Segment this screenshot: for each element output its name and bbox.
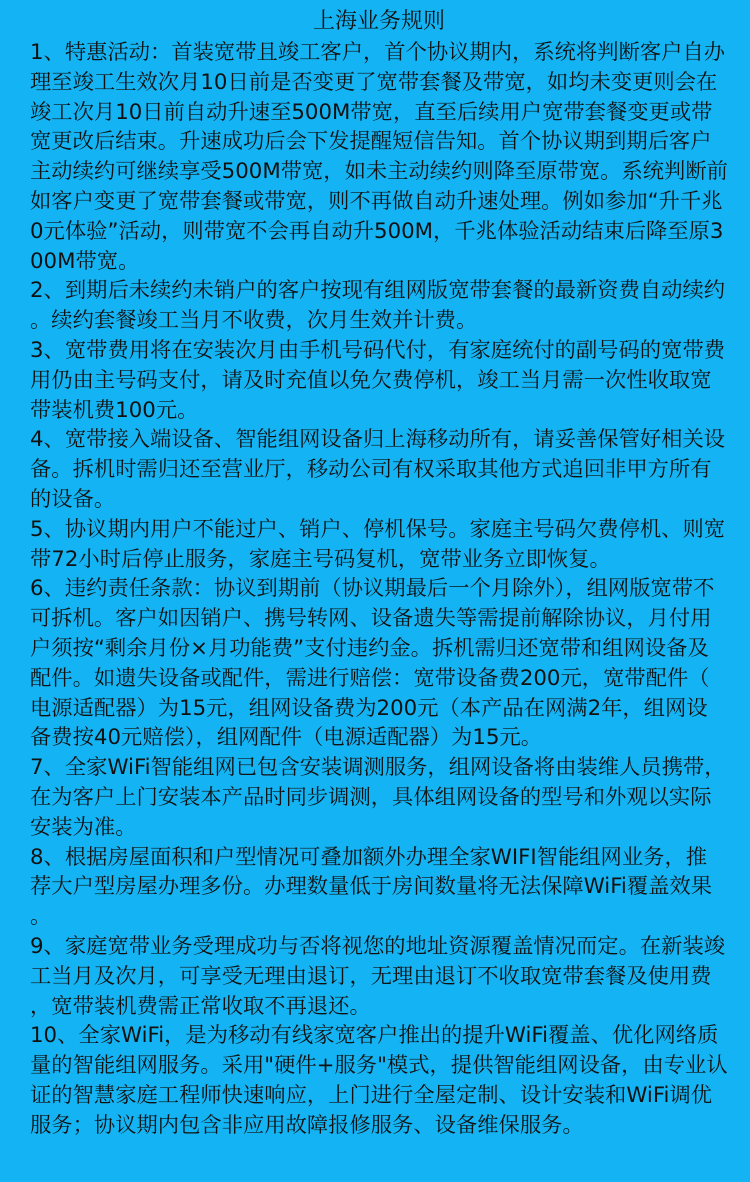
rules-list (30, 38, 728, 1140)
rule-item-10: 10、全家WiFi，是为移动有线家宽客户推出的提升WiFi覆盖、优化网络质量的智能组网服务。采用"硬件+服务"模式，提供智能组网设备，由专业认证的智慧家庭工程师快速响应，上门进行全屋定制、设计安装和WiFi调优服务；协议期内包含非应用故障报修服务、设备维保服务。 (30, 1023, 728, 1138)
page-title: 上海业务规则 (312, 9, 445, 34)
rule-item-1: 1、特惠活动：首装宽带且竣工客户，首个协议期内，系统将判断客户自办理至竣工生效次月10日前是否变更了宽带套餐及带宽，如均未变更则会在竣工次月10日前自动升速至500M带宽，直至后续用户宽带套餐变更或带宽更改后结束。升速成功后会下发提醒短信告知。首个协议期到期后客户主动续约可继续享受500M带宽，如未主动续约则降至原带宽。系统判断前如客户变更了宽带套餐或带宽，则不再做自动升速处理。例如参加“升千兆0元体验”活动，则带宽不会再自动升500M，千兆体验活动结束后降至原300M带宽。 (30, 40, 728, 274)
rule-item-9: 9、家庭宽带业务受理成功与否将视您的地址资源覆盖情况而定。在新装竣工当月及次月，可享受无理由退订，无理由退订不收取宽带套餐及使用费，宽带装机费需正常收取不再退还。 (30, 933, 726, 1019)
rule-item-7: 7、全家WiFi智能组网已包含安装调测服务，组网设备将由装维人员携带，在为客户上门安装本产品时同步调测，具体组网设备的型号和外观以实际安装为准。 (30, 755, 726, 840)
rule-item-2: 2、到期后未续约未销户的客户按现有组网版宽带套餐的最新资费自动续约。续约套餐竣工当月不收费，次月生效并计费。 (30, 278, 726, 334)
rule-item-5: 5、协议期内用户不能过户、销户、停机保号。家庭主号码欠费停机、则宽带72小时后停止服务，家庭主号码复机，宽带业务立即恢复。 (30, 516, 726, 572)
rule-item-4: 4、宽带接入端设备、智能组网设备归上海移动所有，请妥善保管好相关设备。拆机时需归还至营业厅，移动公司有权采取其他方式追回非甲方所有的设备。 (30, 427, 726, 512)
rule-item-3: 3、宽带费用将在安装次月由手机号码代付，有家庭统付的副号码的宽带费用仍由主号码支付，请及时充值以免欠费停机，竣工当月需一次性收取宽带装机费100元。 (30, 337, 726, 423)
rule-item-8: 8、根据房屋面积和户型情况可叠加额外办理全家WIFI智能组网业务，推荐大户型房屋办理多份。办理数量低于房间数量将无法保障WiFi覆盖效果。 (30, 844, 713, 930)
rule-item-6: 6、违约责任条款：协议到期前（协议期最后一个月除外），组网版宽带不可拆机。客户如因销户、携号转网、设备遗失等需提前解除协议，月付用户须按“剩余月份×月功能费”支付违约金。拆机需归还宽带和组网设备及配件。如遗失设备或配件，需进行赔偿：宽带设备费200元，宽带配件（电源适配器）为15元，组网设备费为200元（本产品在网满2年，组网设备费按40元赔偿），组网配件（电源适配器）为15元。 (30, 576, 715, 751)
